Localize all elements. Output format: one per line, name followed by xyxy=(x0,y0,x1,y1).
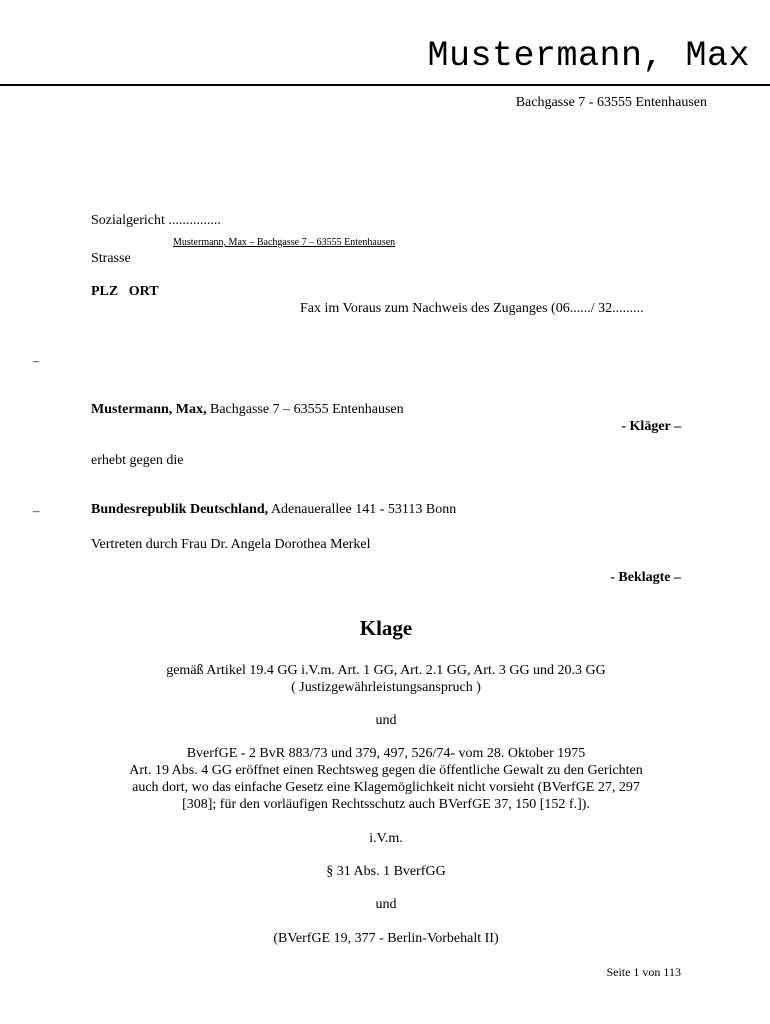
paragraph-citation: § 31 Abs. 1 BverfGG xyxy=(326,864,446,879)
margin-mark: – xyxy=(33,503,40,518)
recipient-street: Strasse xyxy=(91,251,131,266)
defendant-represented: Vertreten durch Frau Dr. Angela Dorothea Merkel xyxy=(91,537,371,552)
citation-line: auch dort, wo das einfache Gesetz eine Klagemöglichkeit nicht vorsieht (BVerfGE 27, 297 xyxy=(132,780,640,795)
page-number: Seite 1 von 113 xyxy=(606,965,681,979)
letterhead-address: Bachgasse 7 - 63555 Entenhausen xyxy=(515,95,707,110)
margin-mark: – xyxy=(33,353,40,368)
document-title: Klage xyxy=(359,616,413,640)
recipient-court: Sozialgericht ............... xyxy=(91,213,221,228)
defendant-line xyxy=(91,502,456,518)
connector-und: und xyxy=(375,713,397,728)
defendant-name: Bundesrepublik Deutschland, xyxy=(91,502,269,517)
bverfge-citation xyxy=(91,745,681,813)
recipient-ort: ORT xyxy=(128,284,159,299)
plaintiff-name: Mustermann, Max, xyxy=(91,402,207,417)
connector-ivm: i.V.m. xyxy=(369,831,403,846)
legal-basis-note: ( Justizgewährleistungsanspruch ) xyxy=(291,680,481,695)
defendant-role: - Beklagte – xyxy=(610,570,681,585)
legal-basis xyxy=(91,662,681,696)
fax-note: Fax im Voraus zum Nachweis des Zuganges (06....../ 32......... xyxy=(300,301,644,316)
plaintiff-role: - Kläger – xyxy=(621,419,681,434)
defendant-address: Adenauerallee 141 - 53113 Bonn xyxy=(270,502,457,517)
citation-line: [308]; für den vorläufigen Rechtsschutz auch BVerfGE 37, 150 [152 f.]). xyxy=(182,797,590,812)
recipient-plz: PLZ xyxy=(91,284,119,299)
plaintiff-line xyxy=(91,402,404,418)
legal-basis-line: gemäß Artikel 19.4 GG i.V.m. Art. 1 GG, Art. 2.1 GG, Art. 3 GG und 20.3 GG xyxy=(166,663,606,678)
citation-line: Art. 19 Abs. 4 GG eröffnet einen Rechtsweg gegen die öffentliche Gewalt zu den Gerichten xyxy=(129,763,643,778)
sender-return-line: Mustermann, Max – Bachgasse 7 – 63555 Entenhausen xyxy=(173,237,396,248)
letterhead-rule xyxy=(0,84,770,86)
recipient-plz-ort xyxy=(91,284,159,300)
connector-und: und xyxy=(375,897,397,912)
berlin-citation: (BVerfGE 19, 377 - Berlin-Vorbehalt II) xyxy=(273,931,499,946)
action-text: erhebt gegen die xyxy=(91,453,184,468)
citation-line: BverfGE - 2 BvR 883/73 und 379, 497, 526/74- vom 28. Oktober 1975 xyxy=(186,746,586,761)
letterhead-name: Mustermann, Max xyxy=(427,36,750,76)
plaintiff-address: Bachgasse 7 – 63555 Entenhausen xyxy=(210,402,404,417)
